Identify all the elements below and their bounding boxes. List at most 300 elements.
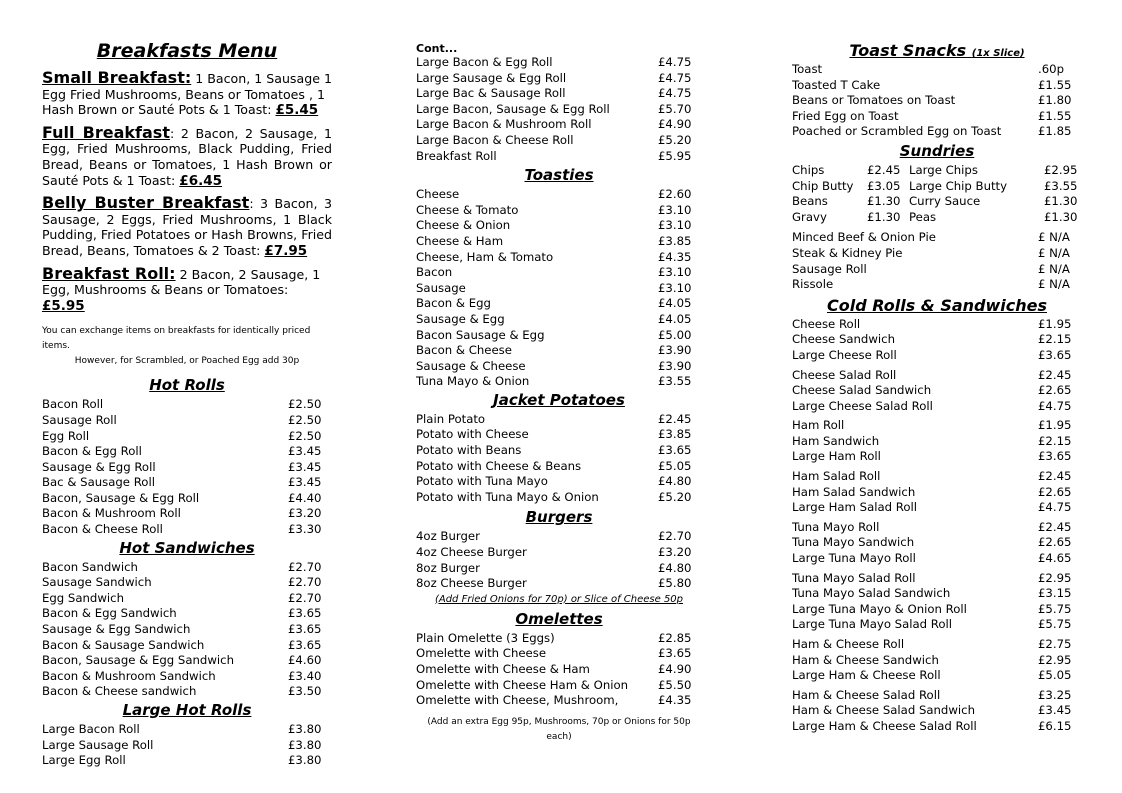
- item-name: Cheese & Ham: [416, 233, 504, 248]
- item-name: Potato with Cheese: [416, 427, 529, 442]
- item-price: £5.95: [658, 148, 692, 163]
- menu-item: [792, 124, 1082, 140]
- item-name: Cheese & Onion: [416, 218, 511, 233]
- item-price: £3.65: [288, 622, 322, 637]
- item-price: £2.85: [658, 630, 692, 645]
- toast-snacks-subtitle: (1x Slice): [971, 48, 1025, 59]
- egg-note: However, for Scrambled, or Poached Egg add 30p: [74, 356, 300, 367]
- cold-rolls-list: [792, 317, 1082, 735]
- belly-buster-breakfast: [42, 195, 332, 259]
- menu-item: [42, 684, 332, 700]
- item-name: Ham & Cheese Salad Roll: [792, 687, 941, 702]
- item-price: £ N/A: [1038, 261, 1070, 276]
- item-name: Breakfast Roll: [416, 148, 497, 163]
- item-price: £3.55: [658, 374, 692, 389]
- item-name: Bacon & Egg: [416, 296, 491, 311]
- toasties-list: [416, 187, 702, 390]
- menu-item: [42, 722, 332, 738]
- item-name: Toasted T Cake: [792, 77, 881, 92]
- menu-item: [42, 460, 332, 476]
- burgers-list: [416, 529, 702, 591]
- item-price: £3.50: [288, 684, 322, 699]
- item-name: Beans or Tomatoes on Toast: [792, 93, 956, 108]
- item-name: Large Ham & Cheese Salad Roll: [792, 718, 977, 733]
- menu-item: [792, 317, 1082, 333]
- item-price: £3.80: [288, 722, 322, 736]
- item-name: Steak & Kidney Pie: [792, 245, 903, 260]
- item-price: £5.80: [658, 576, 692, 591]
- item-name: Bacon & Mushroom Roll: [42, 506, 181, 521]
- menu-item: [416, 490, 702, 506]
- item-price: £2.60: [658, 187, 692, 202]
- item-price: £4.80: [658, 474, 692, 489]
- sundry-name: Curry Sauce: [909, 194, 981, 209]
- item-price: £2.50: [288, 428, 322, 443]
- item-name: Large Sausage Roll: [42, 737, 154, 752]
- sundry-row: [792, 163, 1082, 179]
- item-name: Large Bacon & Mushroom Roll: [416, 117, 592, 132]
- item-price: £5.05: [658, 458, 692, 473]
- item-name: Fried Egg on Toast: [792, 108, 899, 123]
- menu-item: [792, 535, 1082, 551]
- item-price: £3.20: [658, 545, 692, 560]
- item-price: £3.90: [658, 343, 692, 358]
- item-name: Potato with Tuna Mayo & Onion: [416, 489, 599, 504]
- menu-item: [792, 348, 1082, 364]
- menu-item: [42, 522, 332, 538]
- item-name: Large Ham & Cheese Roll: [792, 668, 941, 683]
- item-name: Bacon, Sausage & Egg Sandwich: [42, 653, 234, 668]
- breakfast-price: £7.95: [264, 242, 308, 259]
- menu-item: [792, 109, 1082, 125]
- cold-group: [792, 317, 1082, 364]
- item-name: Ham Salad Roll: [792, 469, 881, 484]
- item-price: £1.55: [1038, 108, 1072, 123]
- item-name: Ham & Cheese Roll: [792, 637, 905, 651]
- item-name: Bacon & Egg Sandwich: [42, 606, 177, 621]
- item-price: £2.65: [1038, 383, 1072, 398]
- cold-group: [792, 469, 1082, 516]
- item-name: Bacon & Cheese sandwich: [42, 684, 197, 699]
- column-snacks: [792, 40, 1082, 735]
- item-name: Large Egg Roll: [42, 753, 126, 768]
- item-name: Ham & Cheese Salad Sandwich: [792, 703, 975, 718]
- menu-item: [416, 678, 702, 694]
- full-breakfast: [42, 122, 332, 189]
- item-price: £3.45: [288, 459, 322, 474]
- menu-item: [792, 571, 1082, 587]
- menu-item: [416, 359, 702, 375]
- item-name: Sausage & Egg Roll: [42, 459, 156, 474]
- item-price: £2.70: [288, 575, 322, 590]
- menu-item: [42, 591, 332, 607]
- breakfast-name: Full Breakfast: [42, 122, 170, 142]
- item-price: £4.35: [658, 249, 692, 264]
- item-name: Large Bac & Sausage Roll: [416, 86, 566, 101]
- item-price: £3.45: [1038, 703, 1072, 718]
- item-price: £2.50: [288, 397, 322, 412]
- item-name: Large Cheese Salad Roll: [792, 398, 933, 413]
- item-name: Potato with Beans: [416, 443, 522, 458]
- breakfast-desc: : 2 Bacon, 2 Sausage, 1 Egg, Fried Mushrooms, Black Pudding, Fried Bread, Beans or Tomatoes, 1 Hash Brown or Sauté Pots & 1 Toast:: [42, 125, 332, 188]
- item-name: Tuna Mayo Sandwich: [792, 535, 915, 550]
- cold-group: [792, 571, 1082, 633]
- menu-item: [42, 413, 332, 429]
- item-price: £2.15: [1038, 433, 1072, 448]
- item-name: Bacon, Sausage & Egg Roll: [42, 490, 200, 505]
- menu-item: [416, 343, 702, 359]
- item-name: Plain Omelette (3 Eggs): [416, 630, 555, 645]
- menu-item: [792, 78, 1082, 94]
- item-price: £4.80: [658, 560, 692, 575]
- menu-item: [416, 412, 702, 428]
- item-name: 4oz Cheese Burger: [416, 545, 527, 560]
- menu-item: [792, 617, 1082, 633]
- breakfast-name: Belly Buster Breakfast: [42, 193, 250, 213]
- item-price: £2.70: [658, 529, 692, 544]
- item-price: £3.65: [658, 646, 692, 661]
- item-price: £1.80: [1038, 93, 1072, 108]
- item-name: Cheese Salad Roll: [792, 367, 897, 382]
- item-name: Plain Potato: [416, 411, 486, 426]
- item-price: £2.15: [1038, 332, 1072, 347]
- menu-item: [416, 459, 702, 475]
- hot-rolls-title: Hot Rolls: [149, 376, 225, 395]
- item-price: £2.70: [288, 590, 322, 605]
- menu-item: [416, 646, 702, 662]
- menu-item: [792, 262, 1082, 278]
- menu-item: [416, 234, 702, 250]
- item-price: £3.40: [288, 668, 322, 683]
- sundry-name: Chips: [792, 162, 825, 177]
- item-name: Rissole: [792, 277, 834, 292]
- menu-item: [42, 575, 332, 591]
- item-name: Bacon & Cheese Roll: [42, 522, 163, 537]
- item-price: £1.95: [1038, 418, 1072, 433]
- item-name: Large Bacon Roll: [42, 722, 140, 736]
- item-price: £4.75: [658, 86, 692, 101]
- menu-item: [42, 669, 332, 685]
- toast-snacks-title-text: Toast Snacks: [849, 41, 967, 60]
- omelettes-list: [416, 631, 702, 709]
- menu-item: [792, 703, 1082, 719]
- item-price: £3.15: [1038, 586, 1072, 601]
- item-name: Cheese Roll: [792, 316, 861, 331]
- menu-item: [416, 55, 702, 71]
- item-name: Large Bacon & Cheese Roll: [416, 132, 574, 147]
- item-price: £5.05: [1038, 668, 1072, 683]
- menu-item: [792, 277, 1082, 293]
- menu-item: [792, 637, 1082, 653]
- omelettes-title: Omelettes: [515, 609, 603, 628]
- menu-item: [416, 149, 702, 165]
- item-name: Omelette with Cheese: [416, 646, 547, 661]
- jacket-potatoes-list: [416, 412, 702, 506]
- burgers-title: Burgers: [525, 508, 593, 527]
- sundry-row: [792, 194, 1082, 210]
- item-price: £2.95: [1038, 652, 1072, 667]
- menu-item: [792, 399, 1082, 415]
- menu-item: [792, 586, 1082, 602]
- item-price: £3.80: [288, 753, 322, 768]
- column-hot-food: [416, 42, 702, 745]
- item-name: Minced Beef & Onion Pie: [792, 230, 936, 245]
- menu-item: [416, 218, 702, 234]
- item-name: Sausage Roll: [792, 261, 867, 276]
- hot-sandwiches-title: Hot Sandwiches: [119, 538, 255, 557]
- item-name: Tuna Mayo Salad Roll: [792, 570, 916, 585]
- item-price: £2.75: [1038, 637, 1072, 651]
- item-price: £2.45: [658, 411, 692, 426]
- menu-item: [416, 328, 702, 344]
- item-name: Large Ham Salad Roll: [792, 500, 918, 515]
- toasties-title: Toasties: [524, 166, 594, 185]
- menu-item: [42, 606, 332, 622]
- cold-group: [792, 418, 1082, 465]
- item-name: Sausage & Cheese: [416, 358, 526, 373]
- menu-item: [792, 434, 1082, 450]
- item-price: £4.75: [1038, 500, 1072, 515]
- menu-item: [42, 506, 332, 522]
- item-name: Ham Roll: [792, 418, 845, 433]
- item-name: Tuna Mayo Roll: [792, 519, 880, 534]
- breakfast-desc: : 3 Bacon, 3 Sausage, 2 Eggs, Fried Mushrooms, 1 Black Pudding, Fried Potatoes or Hash Browns, Fried Bread, Beans, Tomatoes & 2 Toast:: [42, 196, 333, 258]
- item-name: Large Tuna Mayo Roll: [792, 551, 916, 566]
- item-price: £4.40: [288, 490, 322, 505]
- menu-item: [416, 561, 702, 577]
- item-price: £5.00: [658, 327, 692, 342]
- menu-item: [792, 668, 1082, 684]
- item-price: £3.65: [288, 637, 322, 652]
- item-price: £5.50: [658, 677, 692, 692]
- item-name: Bacon Sausage & Egg: [416, 327, 545, 342]
- cold-group: [792, 637, 1082, 684]
- sundry-name: Beans: [792, 194, 828, 209]
- item-name: Cheese Salad Sandwich: [792, 383, 932, 398]
- item-name: Bac & Sausage Roll: [42, 475, 155, 490]
- item-price: £4.75: [658, 55, 692, 69]
- menu-item: [416, 374, 702, 390]
- item-price: £2.65: [1038, 484, 1072, 499]
- item-price: £ N/A: [1038, 277, 1070, 292]
- item-price: £3.30: [288, 522, 322, 537]
- menu-item: [792, 62, 1082, 78]
- cold-rolls-title: Cold Rolls & Sandwiches: [826, 295, 1048, 315]
- hot-rolls-list: [42, 397, 332, 537]
- sundry-name: Peas: [909, 209, 937, 224]
- item-price: £2.70: [288, 559, 322, 574]
- sundry-price: £2.95: [1044, 162, 1078, 177]
- item-price: £4.05: [658, 311, 692, 326]
- item-price: £4.35: [658, 693, 692, 708]
- hot-sandwiches-list: [42, 560, 332, 700]
- menu-item: [42, 444, 332, 460]
- menu-item: [42, 475, 332, 491]
- menu-item: [792, 500, 1082, 516]
- sundry-price: £3.55: [1044, 178, 1078, 193]
- menu-item: [416, 203, 702, 219]
- item-price: £3.10: [658, 218, 692, 233]
- menu-item: [416, 133, 702, 149]
- item-price: £5.75: [1038, 601, 1072, 616]
- item-price: £3.65: [288, 606, 322, 621]
- menu-item: [416, 102, 702, 118]
- menu-item: [416, 576, 702, 592]
- large-hot-rolls-list: [42, 722, 332, 769]
- menu-item: [792, 602, 1082, 618]
- item-price: £3.65: [1038, 449, 1072, 464]
- cold-group: [792, 520, 1082, 567]
- item-price: £4.65: [1038, 551, 1072, 566]
- breakfast-roll: [42, 263, 332, 315]
- menu-item: [792, 246, 1082, 262]
- item-name: Egg Roll: [42, 428, 90, 443]
- sundry-price: £1.30: [867, 209, 901, 224]
- item-price: £3.90: [658, 358, 692, 373]
- item-name: Large Tuna Mayo Salad Roll: [792, 617, 953, 632]
- menu-item: [416, 265, 702, 281]
- item-name: Tuna Mayo & Onion: [416, 374, 530, 389]
- sundry-name: Large Chips: [909, 162, 978, 177]
- item-price: £4.60: [288, 653, 322, 668]
- menu-item: [42, 653, 332, 669]
- menu-item: [792, 485, 1082, 501]
- item-price: £2.50: [288, 412, 322, 427]
- sundry-name: Gravy: [792, 209, 827, 224]
- item-name: Cheese & Tomato: [416, 202, 519, 217]
- menu-item: [416, 117, 702, 133]
- menu-item: [42, 491, 332, 507]
- item-price: £5.20: [658, 132, 692, 147]
- item-name: Large Bacon, Sausage & Egg Roll: [416, 101, 610, 116]
- item-price: £3.85: [658, 427, 692, 442]
- menu-item: [416, 443, 702, 459]
- menu-item: [416, 187, 702, 203]
- breakfast-desc: 1 Bacon, 1 Sausage 1 Egg Fried Mushrooms, Beans or Tomatoes , 1 Hash Brown or Sauté Pots & 1 Toast:: [42, 71, 332, 118]
- menu-item: [792, 368, 1082, 384]
- menu-item: [416, 250, 702, 266]
- item-name: Cheese, Ham & Tomato: [416, 249, 554, 264]
- menu-item: [416, 296, 702, 312]
- menu-item: [792, 551, 1082, 567]
- item-name: Large Sausage & Egg Roll: [416, 70, 567, 85]
- item-name: Bacon & Cheese: [416, 343, 512, 358]
- menu-item: [42, 738, 332, 754]
- sundry-name: Large Chip Butty: [909, 178, 1008, 193]
- menu-item: [792, 449, 1082, 465]
- item-price: £3.10: [658, 202, 692, 217]
- item-price: £1.85: [1038, 124, 1072, 139]
- sundry-price: £3.05: [867, 178, 901, 193]
- item-price: £3.20: [288, 506, 322, 521]
- item-price: £3.10: [658, 265, 692, 280]
- item-price: £3.45: [288, 475, 322, 490]
- item-price: .60p: [1038, 62, 1065, 76]
- menu-item: [792, 93, 1082, 109]
- item-price: £3.65: [658, 443, 692, 458]
- sundries-title: Sundries: [899, 141, 975, 160]
- menu-item: [42, 560, 332, 576]
- menu-item: [792, 469, 1082, 485]
- sundry-price: £1.30: [867, 194, 901, 209]
- item-price: £2.45: [1038, 367, 1072, 382]
- sundry-price: £2.45: [867, 162, 901, 177]
- item-name: Cheese: [416, 187, 460, 202]
- sundry-name: Chip Butty: [792, 178, 854, 193]
- toast-snacks-title: [792, 40, 1082, 64]
- item-name: Ham Sandwich: [792, 433, 880, 448]
- item-price: £4.90: [658, 662, 692, 676]
- item-name: Potato with Cheese & Beans: [416, 458, 582, 473]
- item-name: Sausage Sandwich: [42, 575, 152, 590]
- item-name: Tuna Mayo Salad Sandwich: [792, 586, 951, 601]
- item-name: Bacon Roll: [42, 397, 104, 412]
- menu-item: [792, 719, 1082, 735]
- cold-group: [792, 688, 1082, 735]
- item-name: Egg Sandwich: [42, 590, 124, 605]
- item-price: £4.05: [658, 296, 692, 311]
- menu-item: [792, 688, 1082, 704]
- menu-item: [792, 653, 1082, 669]
- item-name: Bacon & Sausage Sandwich: [42, 637, 205, 652]
- item-name: Omelette with Cheese Ham & Onion: [416, 677, 629, 692]
- item-price: £ N/A: [1038, 230, 1070, 245]
- item-price: £2.45: [1038, 469, 1072, 484]
- item-price: £ N/A: [1038, 245, 1070, 260]
- breakfast-price: £5.95: [42, 297, 85, 314]
- menu-title: Breakfasts Menu: [96, 40, 278, 62]
- item-price: £6.15: [1038, 718, 1072, 733]
- item-name: Poached or Scrambled Egg on Toast: [792, 124, 1002, 139]
- pies-list: [792, 230, 1082, 292]
- item-name: Toast: [792, 62, 823, 76]
- column-breakfasts: [42, 38, 332, 769]
- breakfast-price: £6.45: [179, 172, 222, 189]
- menu-item: [42, 397, 332, 413]
- continued-label: Cont...: [416, 42, 458, 55]
- breakfast-name: Small Breakfast:: [42, 68, 192, 87]
- sundry-price: £1.30: [1044, 209, 1078, 224]
- item-name: Ham & Cheese Sandwich: [792, 652, 939, 667]
- item-price: £3.85: [658, 233, 692, 248]
- sundry-row: [792, 179, 1082, 195]
- menu-item: [792, 418, 1082, 434]
- item-price: £3.25: [1038, 687, 1072, 702]
- menu-item: [42, 753, 332, 769]
- item-price: £1.95: [1038, 316, 1072, 331]
- omelettes-note: (Add an extra Egg 95p, Mushrooms, 70p or Onions for 50p each): [427, 716, 691, 742]
- item-name: Bacon Sandwich: [42, 559, 138, 574]
- sundry-row: [792, 210, 1082, 226]
- item-price: £2.65: [1038, 535, 1072, 550]
- toast-snacks-list: [792, 62, 1082, 140]
- sundries-list: [792, 163, 1082, 225]
- sundry-price: £1.30: [1044, 194, 1078, 209]
- item-name: 8oz Cheese Burger: [416, 576, 527, 591]
- item-price: £3.65: [1038, 347, 1072, 362]
- item-price: £3.45: [288, 444, 322, 459]
- menu-item: [42, 638, 332, 654]
- item-name: Large Bacon & Egg Roll: [416, 55, 553, 69]
- menu-item: [416, 427, 702, 443]
- large-rolls-cont-list: [416, 55, 702, 164]
- menu-item: [416, 662, 702, 678]
- item-name: Ham Salad Sandwich: [792, 484, 916, 499]
- menu-item: [416, 545, 702, 561]
- menu-item: [416, 474, 702, 490]
- menu-item: [416, 312, 702, 328]
- menu-item: [792, 332, 1082, 348]
